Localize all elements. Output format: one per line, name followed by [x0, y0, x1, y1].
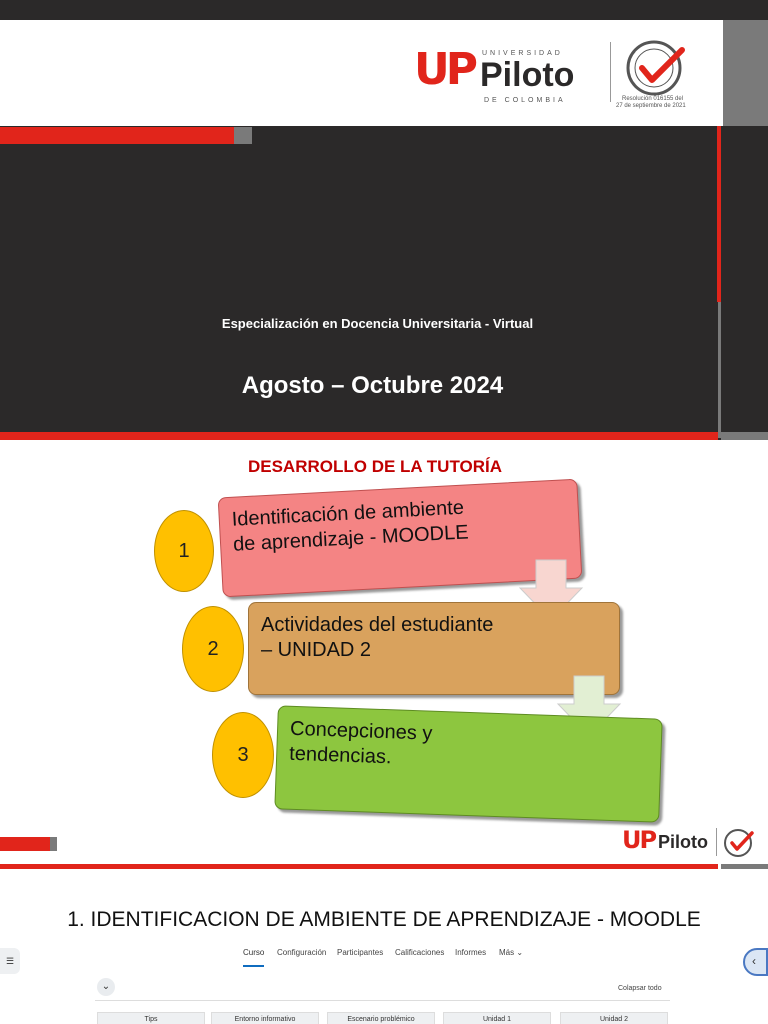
red-accent-bar [0, 837, 50, 851]
step-number: 1 [178, 539, 190, 562]
step-text-line2: de aprendizaje - MOODLE [232, 521, 470, 556]
slide-title: 1. IDENTIFICACION DE AMBIENTE DE APRENDIZAJE - MOODLE [67, 908, 701, 931]
tutoria-slide [0, 444, 768, 874]
menu-icon: ☰ [6, 956, 15, 966]
moodle-slide [0, 878, 768, 1024]
course-card[interactable]: Escenario problémico [327, 1012, 435, 1024]
top-strip [0, 0, 768, 20]
red-accent-bar [0, 127, 234, 144]
title-slide [0, 0, 768, 440]
course-card[interactable]: Tips [97, 1012, 205, 1024]
slide-subtitle: Especialización en Docencia Universitaria - Virtual [221, 316, 534, 331]
nav-configuracion[interactable]: Configuración [277, 948, 327, 957]
small-university-logo [622, 828, 762, 858]
resolution-line2: 27 de septiembre de 2021 [616, 103, 686, 109]
logo-name: Piloto [658, 832, 708, 852]
right-drawer-toggle[interactable] [743, 948, 768, 976]
slide-date: Agosto – Octubre 2024 [241, 372, 504, 399]
step-2-circle [182, 606, 244, 692]
logo-divider [610, 42, 611, 102]
gray-accent-bar [50, 837, 57, 851]
step-text-line1: Actividades del estudiante [261, 614, 494, 636]
slide-title: DESARROLLO DE LA TUTORÍA [247, 457, 503, 476]
step-number: 3 [237, 743, 249, 766]
drawer-toggle[interactable] [0, 948, 20, 974]
header-gray-block [723, 20, 768, 126]
chevron-left-icon: ‹ [752, 954, 756, 968]
logo-divider [716, 828, 717, 856]
collapse-all-link[interactable]: Colapsar todo [618, 985, 662, 992]
bottom-red-line [0, 432, 718, 440]
accreditation-seal-icon [616, 40, 700, 110]
gray-accent-bar [234, 127, 252, 144]
logo-name: Piloto [480, 56, 575, 94]
course-divider [95, 1000, 670, 1001]
university-logo [414, 44, 614, 108]
nav-participantes[interactable]: Participantes [337, 948, 384, 957]
nav-curso[interactable]: Curso [243, 948, 264, 967]
step-number: 2 [207, 637, 219, 660]
course-card[interactable]: Entorno informativo [211, 1012, 319, 1024]
logo-mark: UP [414, 44, 474, 95]
course-card[interactable]: Unidad 1 [443, 1012, 551, 1024]
nav-informes[interactable]: Informes [455, 948, 487, 957]
slide-header [0, 20, 723, 126]
accreditation-seal-icon [722, 828, 756, 858]
bottom-gray-line [721, 864, 768, 869]
logo-bottom-text: DE COLOMBIA [484, 97, 566, 104]
step-text-line1: Identificación de ambiente [231, 496, 465, 531]
step-text-line1: Concepciones y [289, 717, 433, 745]
logo-mark: UP [622, 826, 656, 854]
right-red-line [717, 126, 721, 302]
course-card[interactable]: Unidad 2 [560, 1012, 668, 1024]
nav-calificaciones[interactable]: Calificaciones [395, 948, 445, 957]
step-text-line2: – UNIDAD 2 [261, 639, 372, 661]
resolution-line1: Resolución 016155 del [622, 96, 684, 102]
step-text-line2: tendencias. [288, 742, 392, 769]
logo-top-text: UNIVERSIDAD [482, 50, 563, 57]
nav-mas[interactable]: Más ⌄ [499, 948, 524, 957]
step-3-circle [212, 712, 274, 798]
collapse-chevron-button[interactable]: ⌄ [97, 978, 115, 996]
bottom-gray-line [721, 432, 768, 440]
step-1-circle [154, 510, 214, 592]
bottom-red-line [0, 864, 718, 869]
step-3-box [274, 705, 662, 822]
